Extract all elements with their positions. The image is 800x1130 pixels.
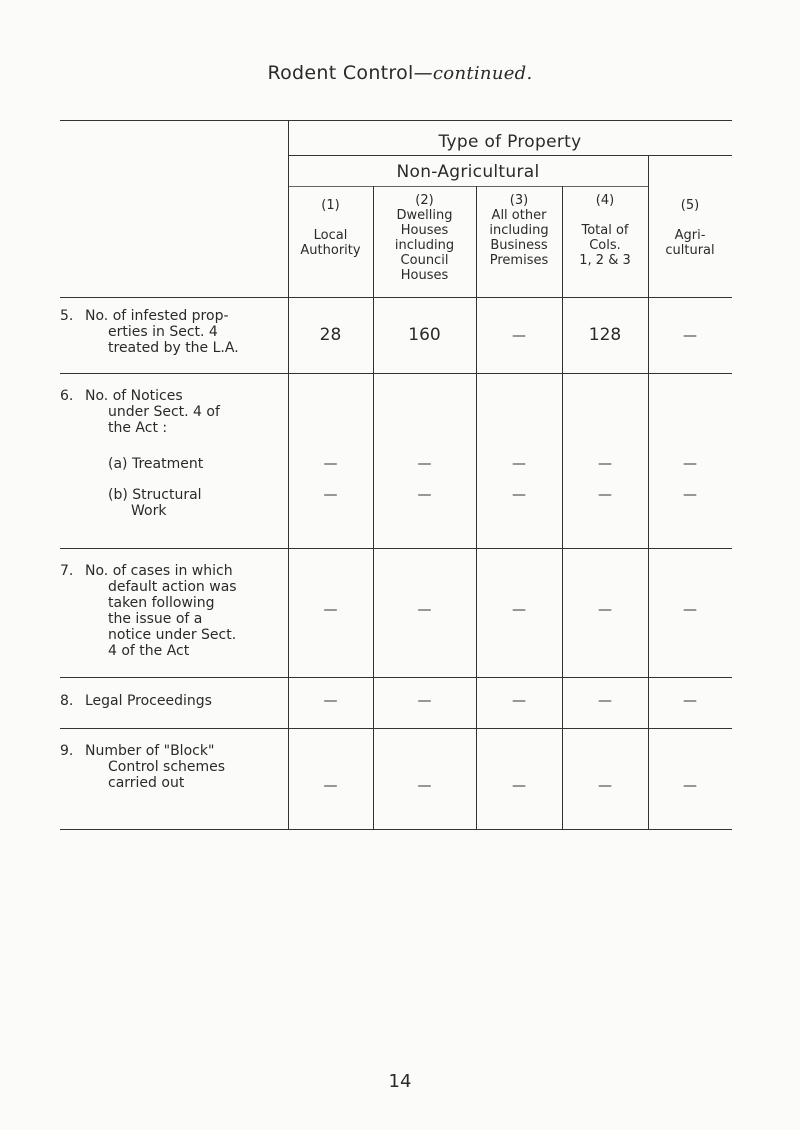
table-top-rule: [60, 120, 732, 121]
row-8-col-2: —: [417, 693, 432, 709]
row-6a-col-2: —: [417, 456, 432, 472]
row-5-col-4: 128: [588, 325, 622, 345]
type-of-property-rule: [288, 155, 732, 156]
row-6a-label: (a) Treatment: [108, 456, 204, 472]
row-9-col-5: —: [683, 778, 697, 794]
row-8-label: Legal Proceedings: [85, 693, 212, 709]
row-8-col-3: —: [512, 693, 526, 709]
row-6b-col-4: —: [598, 487, 612, 503]
row-rule: [60, 373, 732, 374]
col-2-header: (2) Dwelling Houses including Council Houses: [394, 193, 455, 283]
row-6a-col-1: —: [323, 456, 338, 472]
row-9-number: 9.: [60, 743, 74, 759]
row-5-col-1: 28: [319, 325, 342, 345]
type-of-property-heading: Type of Property: [438, 132, 582, 152]
row-9-col-1: —: [323, 778, 338, 794]
page-title: Rodent Control—continued.: [267, 62, 533, 84]
row-9-label: Number of "Block" Control schemes carried out: [85, 743, 226, 791]
row-9-col-3: —: [512, 778, 526, 794]
row-6a-col-4: —: [598, 456, 612, 472]
column-rule: [476, 186, 477, 829]
row-9-col-2: —: [417, 778, 432, 794]
row-7-col-4: —: [598, 602, 612, 618]
row-5-label: No. of infested prop- erties in Sect. 4 treated by the L.A.: [85, 308, 239, 356]
row-rule: [60, 728, 732, 729]
row-9-col-4: —: [598, 778, 612, 794]
row-7-col-2: —: [417, 602, 432, 618]
row-6-number: 6.: [60, 388, 74, 404]
row-rule: [60, 677, 732, 678]
header-bottom-rule: [60, 297, 732, 298]
row-7-number: 7.: [60, 563, 74, 579]
row-6a-col-3: —: [512, 456, 526, 472]
row-8-number: 8.: [60, 693, 74, 709]
row-6b-col-3: —: [512, 487, 526, 503]
col-1-header: (1) Local Authority: [300, 198, 361, 258]
row-7-col-5: —: [683, 602, 697, 618]
row-8-col-5: —: [683, 693, 697, 709]
row-6b-col-1: —: [323, 487, 338, 503]
row-7-col-1: —: [323, 602, 338, 618]
non-agricultural-rule: [288, 186, 648, 187]
row-6-label: No. of Notices under Sect. 4 of the Act :: [85, 388, 220, 436]
row-7-col-3: —: [512, 602, 526, 618]
row-8-col-4: —: [598, 693, 612, 709]
row-7-label: No. of cases in which default action was taken following the issue of a notice under Sect. 4 of the Act: [85, 563, 237, 659]
row-6b-col-5: —: [683, 487, 697, 503]
table-bottom-rule: [60, 829, 732, 830]
row-5-col-2: 160: [408, 325, 441, 345]
row-6b-label: (b) Structural Work: [108, 487, 202, 519]
row-5-col-5: —: [683, 328, 697, 344]
row-5-number: 5.: [60, 308, 74, 324]
row-5-col-3: —: [512, 328, 526, 344]
row-8-col-1: —: [323, 693, 338, 709]
row-6b-col-2: —: [417, 487, 432, 503]
col-5-header: (5) Agri- cultural: [665, 198, 715, 258]
col-4-header: (4) Total of Cols. 1, 2 & 3: [579, 193, 631, 268]
non-agricultural-heading: Non-Agricultural: [396, 162, 540, 182]
page-number: 14: [388, 1071, 412, 1092]
row-rule: [60, 548, 732, 549]
column-rule: [562, 186, 563, 829]
col-3-header: (3) All other including Business Premises: [489, 193, 549, 268]
row-6a-col-5: —: [683, 456, 697, 472]
